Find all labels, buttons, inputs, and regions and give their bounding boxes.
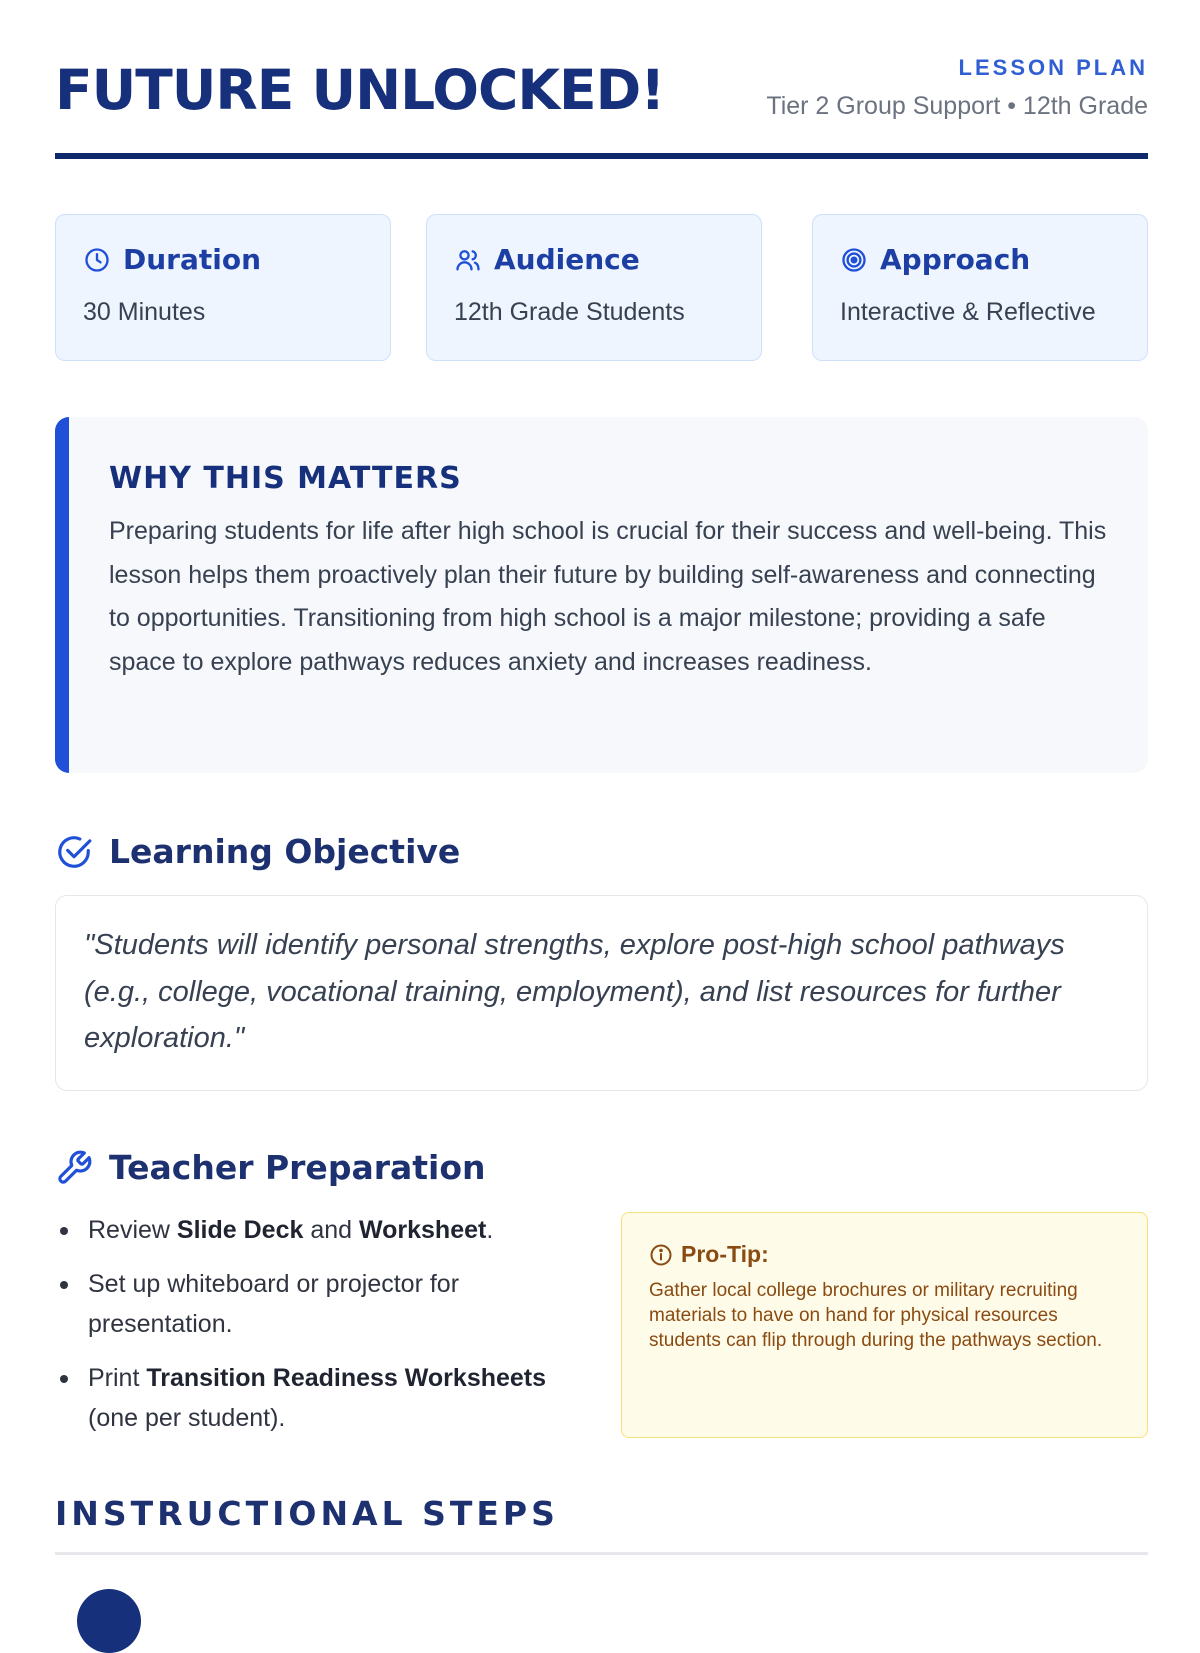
clock-icon (83, 246, 111, 274)
duration-value: 30 Minutes (83, 298, 206, 326)
teacher-prep-heading (55, 1148, 486, 1187)
check-circle-icon (55, 833, 93, 871)
audience-card (426, 214, 762, 361)
page-subtitle: Tier 2 Group Support • 12th Grade (766, 92, 1148, 120)
list-item-text: Set up whiteboard or projector for presentation. (88, 1270, 460, 1338)
info-cards (55, 214, 1148, 364)
pro-tip-header (649, 1241, 1120, 1268)
list-item-text: . (486, 1216, 494, 1244)
instructional-steps-heading: INSTRUCTIONAL STEPS (55, 1494, 559, 1533)
page-title: FUTURE UNLOCKED! (55, 58, 665, 122)
info-icon (649, 1243, 673, 1267)
list-item-emphasis: Transition Readiness Worksheets (146, 1364, 547, 1392)
target-icon (840, 246, 868, 274)
why-heading: WHY THIS MATTERS (109, 461, 462, 496)
list-item-emphasis: Slide Deck (176, 1216, 304, 1244)
objective-text: "Students will identify personal strengths, explore post-high school pathways (e.g., college, vocational training, employment), and list resources for further exploration." (84, 929, 1065, 1054)
audience-value: 12th Grade Students (454, 298, 685, 326)
list-item-text: Review (88, 1216, 177, 1244)
steps-divider (55, 1552, 1148, 1555)
list-item-text: (one per student). (88, 1404, 286, 1432)
wrench-icon (55, 1149, 93, 1187)
duration-label: Duration (123, 243, 262, 276)
list-item (55, 1264, 595, 1344)
users-icon (454, 246, 482, 274)
list-item (55, 1210, 595, 1250)
audience-label: Audience (494, 243, 640, 276)
approach-card (812, 214, 1148, 361)
learning-objective-box (55, 895, 1148, 1091)
approach-value: Interactive & Reflective (840, 298, 1096, 326)
objective-title: Learning Objective (109, 832, 461, 871)
header-divider (55, 153, 1148, 159)
pro-tip-text: Gather local college brochures or military recruiting materials to have on hand for physical resources students can flip through during the pathways section. (649, 1280, 1103, 1351)
why-this-matters-callout (55, 417, 1148, 773)
audience-card-title (454, 243, 734, 276)
list-item (55, 1358, 595, 1438)
why-text: Preparing students for life after high school is crucial for their success and well-being. This lesson helps them proactively plan their future by building self-awareness and connecting to opportunities. Transitioning from high school is a major milestone; providing a safe space to explore pathways reduces anxiety and increases readiness. (109, 517, 1107, 676)
list-item-emphasis: Worksheet (358, 1216, 487, 1244)
step-number-badge (77, 1589, 141, 1653)
approach-card-title (840, 243, 1120, 276)
objective-heading (55, 832, 460, 871)
approach-label: Approach (880, 243, 1031, 276)
list-item-text: and (303, 1216, 359, 1244)
pro-tip-title: Pro-Tip: (681, 1241, 769, 1267)
duration-card (55, 214, 391, 361)
teacher-prep-title: Teacher Preparation (109, 1148, 486, 1187)
duration-card-title (83, 243, 363, 276)
list-item-text: Print (88, 1364, 147, 1392)
document-type-label: LESSON PLAN (958, 55, 1148, 80)
header (55, 50, 1148, 160)
prep-list (55, 1210, 595, 1452)
pro-tip-callout (621, 1212, 1148, 1438)
